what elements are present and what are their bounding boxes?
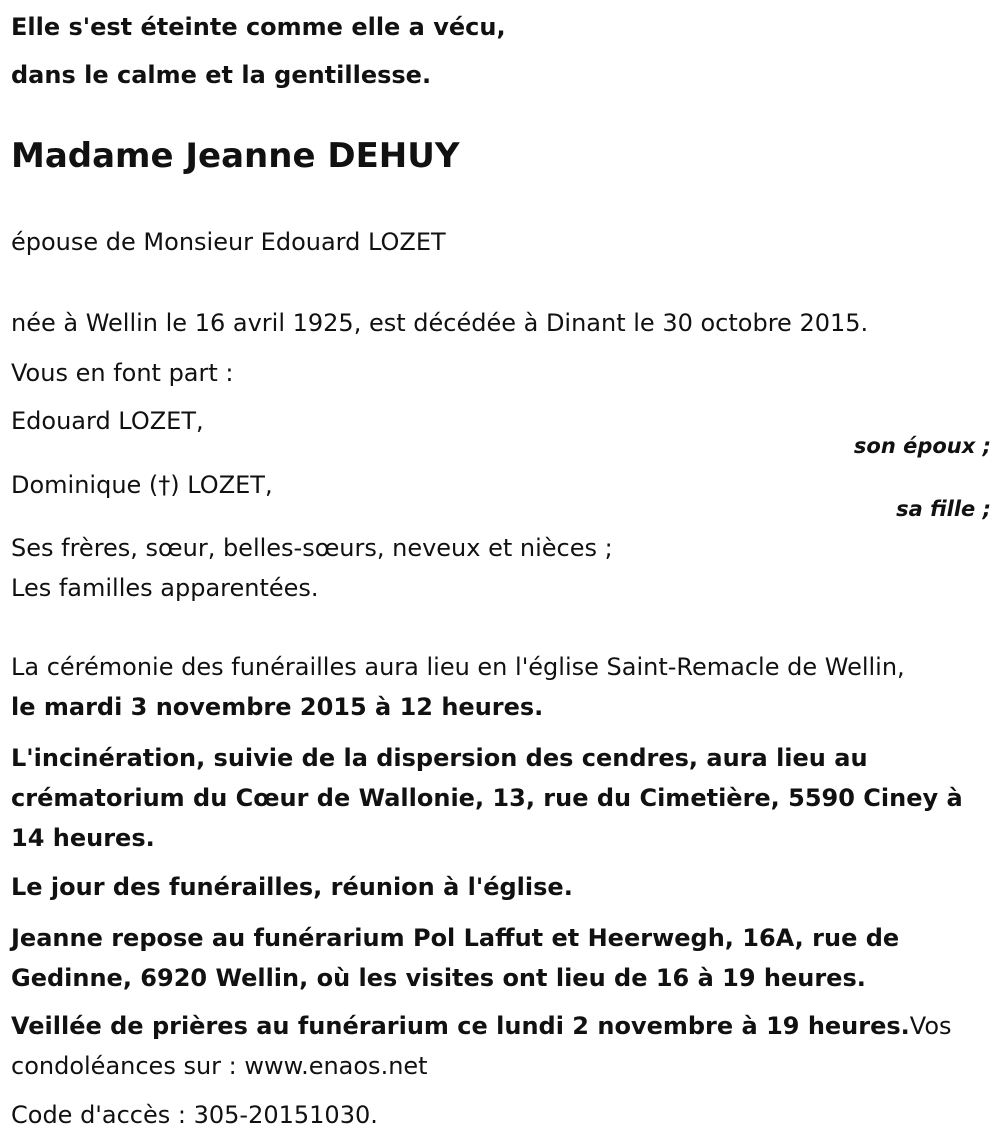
spouse-line: épouse de Monsieur Edouard LOZET [11, 228, 446, 256]
reunion-text: Le jour des funérailles, réunion à l'église. [11, 873, 573, 901]
ceremony-date: le mardi 3 novembre 2015 à 12 heures. [11, 693, 544, 721]
cremation-paragraph: L'incinération, suivie de la dispersion des cendres, aura lieu au crématorium du Cœur de Wallonie, 13, rue du Cimetière, 5590 Ciney à 14 heures. [11, 744, 963, 852]
funerarium-paragraph: Jeanne repose au funérarium Pol Laffut et Heerwegh, 16A, rue de Gedinne, 6920 Wellin, où les visites ont lieu de 16 à 19 heures. [11, 924, 900, 992]
family-line-1: Ses frères, sœur, belles-sœurs, neveux et nièces ; [11, 534, 613, 562]
family-line-2: Les familles apparentées. [11, 574, 319, 602]
access-code: Code d'accès : 305-20151030. [11, 1101, 378, 1129]
mourner-relation-1: son époux ; [853, 434, 991, 458]
vigil-text: Veillée de prières au funérarium ce lundi 2 novembre à 19 heures. [11, 1012, 910, 1040]
vigil-paragraph [11, 1006, 996, 1086]
intro-line-2: dans le calme et la gentillesse. [11, 61, 432, 89]
deceased-name: Madame Jeanne DEHUY [11, 136, 460, 176]
intro-line-1: Elle s'est éteinte comme elle a vécu, [11, 13, 506, 41]
ceremony-text: La cérémonie des funérailles aura lieu en l'église Saint-Remacle de Wellin, [11, 653, 905, 681]
condolences-text: Vos condoléances sur : www.enaos.net [11, 1012, 952, 1080]
announcement-intro: Vous en font part : [11, 359, 234, 387]
mourner-name-1: Edouard LOZET, [11, 407, 204, 435]
mourner-relation-2: sa fille ; [896, 497, 991, 521]
birth-death-line: née à Wellin le 16 avril 1925, est décédée à Dinant le 30 octobre 2015. [11, 309, 869, 337]
mourner-name-2: Dominique (†) LOZET, [11, 471, 273, 499]
